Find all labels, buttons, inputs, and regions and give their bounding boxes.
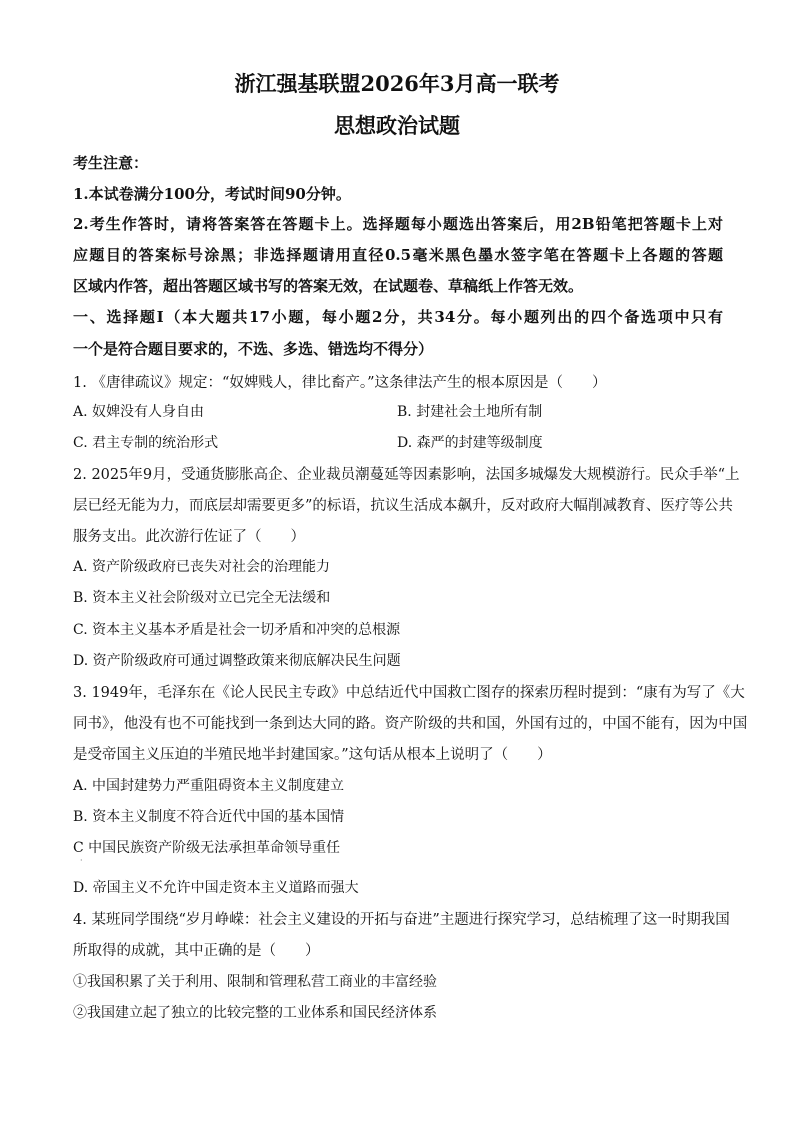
- question-1-option-b: B. 封建社会土地所有制: [397, 404, 543, 420]
- question-1-stem: 1. 《唐律疏议》规定：“奴婢贱人，律比畜产。”这条律法产生的根本原因是（ ）: [73, 375, 607, 391]
- section-1-heading-line-2: 一个是符合题目要求的，不选、多选、错选均不得分）: [73, 340, 434, 358]
- question-2-option-c: C. 资本主义基本矛盾是社会一切矛盾和冲突的总根源: [73, 622, 401, 638]
- question-2-option-b: B. 资本主义社会阶级对立已完全无法缓和: [73, 590, 331, 606]
- notice-item-2-line-2: 应题目的答案标号涂黑；非选择题请用直径0.5毫米黑色墨水签字笔在答题卡上各题的答题: [73, 246, 723, 264]
- question-3-option-c: C 中国民族资产阶级无法承担革命领导重任: [73, 840, 341, 856]
- question-2-option-d: D. 资产阶级政府可通过调整政策来彻底解决民生问题: [73, 653, 401, 669]
- question-4-stem-line-1: 4. 某班同学围绕“岁月峥嵘：社会主义建设的开拓与奋进”主题进行探究学习，总结梳理了这一时期我国: [73, 912, 730, 928]
- question-4-stem-line-2: 所取得的成就，其中正确的是（ ）: [73, 943, 320, 959]
- stray-dot: ·: [80, 856, 83, 865]
- question-4-statement-2: ②我国建立起了独立的比较完整的工业体系和国民经济体系: [73, 1005, 437, 1021]
- question-3-option-b: B. 资本主义制度不符合近代中国的基本国情: [73, 809, 345, 825]
- question-3-stem-line-1: 3. 1949年，毛泽东在《论人民民主专政》中总结近代中国救亡图存的探索历程时提到：“康有为写了《大: [73, 685, 745, 701]
- notice-item-2-line-3: 区域内作答，超出答题区域书写的答案无效，在试题卷、草稿纸上作答无效。: [73, 277, 584, 295]
- question-3-option-d: D. 帝国主义不允许中国走资本主义道路而强大: [73, 880, 359, 896]
- section-1-heading-line-1: 一、选择题Ⅰ（本大题共17小题，每小题2分，共34分。每小题列出的四个备选项中只有: [73, 308, 723, 326]
- exam-subtitle: 思想政治试题: [334, 113, 460, 138]
- notice-heading: 考生注意：: [73, 154, 149, 172]
- question-4-statement-1: ①我国积累了关于利用、限制和管理私营工商业的丰富经验: [73, 974, 437, 990]
- question-2-option-a: A. 资产阶级政府已丧失对社会的治理能力: [73, 559, 331, 575]
- notice-item-1: 1.本试卷满分100分，考试时间90分钟。: [73, 185, 351, 203]
- question-1-option-a: A. 奴婢没有人身自由: [73, 404, 205, 420]
- exam-title: 浙江强基联盟2026年3月高一联考: [234, 71, 560, 96]
- question-1-option-c: C. 君主专制的统治形式: [73, 435, 219, 451]
- question-2-stem-line-1: 2. 2025年9月，受通货膨胀高企、企业裁员潮蔓延等因素影响，法国多城爆发大规模游行。民众手举“上: [73, 467, 740, 483]
- question-2-stem-line-3: 服务支出。此次游行佐证了（ ）: [73, 529, 305, 545]
- question-2-stem-line-2: 层已经无能为力，而底层却需要更多”的标语，抗议生活成本飙升，反对政府大幅削减教育、医疗等公共: [73, 498, 733, 514]
- question-1-option-d: D. 森严的封建等级制度: [397, 435, 543, 451]
- question-3-stem-line-2: 同书》，他没有也不可能找到一条到达大同的路。资产阶级的共和国，外国有过的，中国不能有，因为中国: [73, 716, 748, 732]
- notice-item-2-line-1: 2.考生作答时，请将答案答在答题卡上。选择题每小题选出答案后，用2B铅笔把答题卡上对: [73, 215, 723, 233]
- question-3-option-a: A. 中国封建势力严重阻碍资本主义制度建立: [73, 778, 345, 794]
- question-3-stem-line-3: 是受帝国主义压迫的半殖民地半封建国家。”这句话从根本上说明了（ ）: [73, 747, 552, 763]
